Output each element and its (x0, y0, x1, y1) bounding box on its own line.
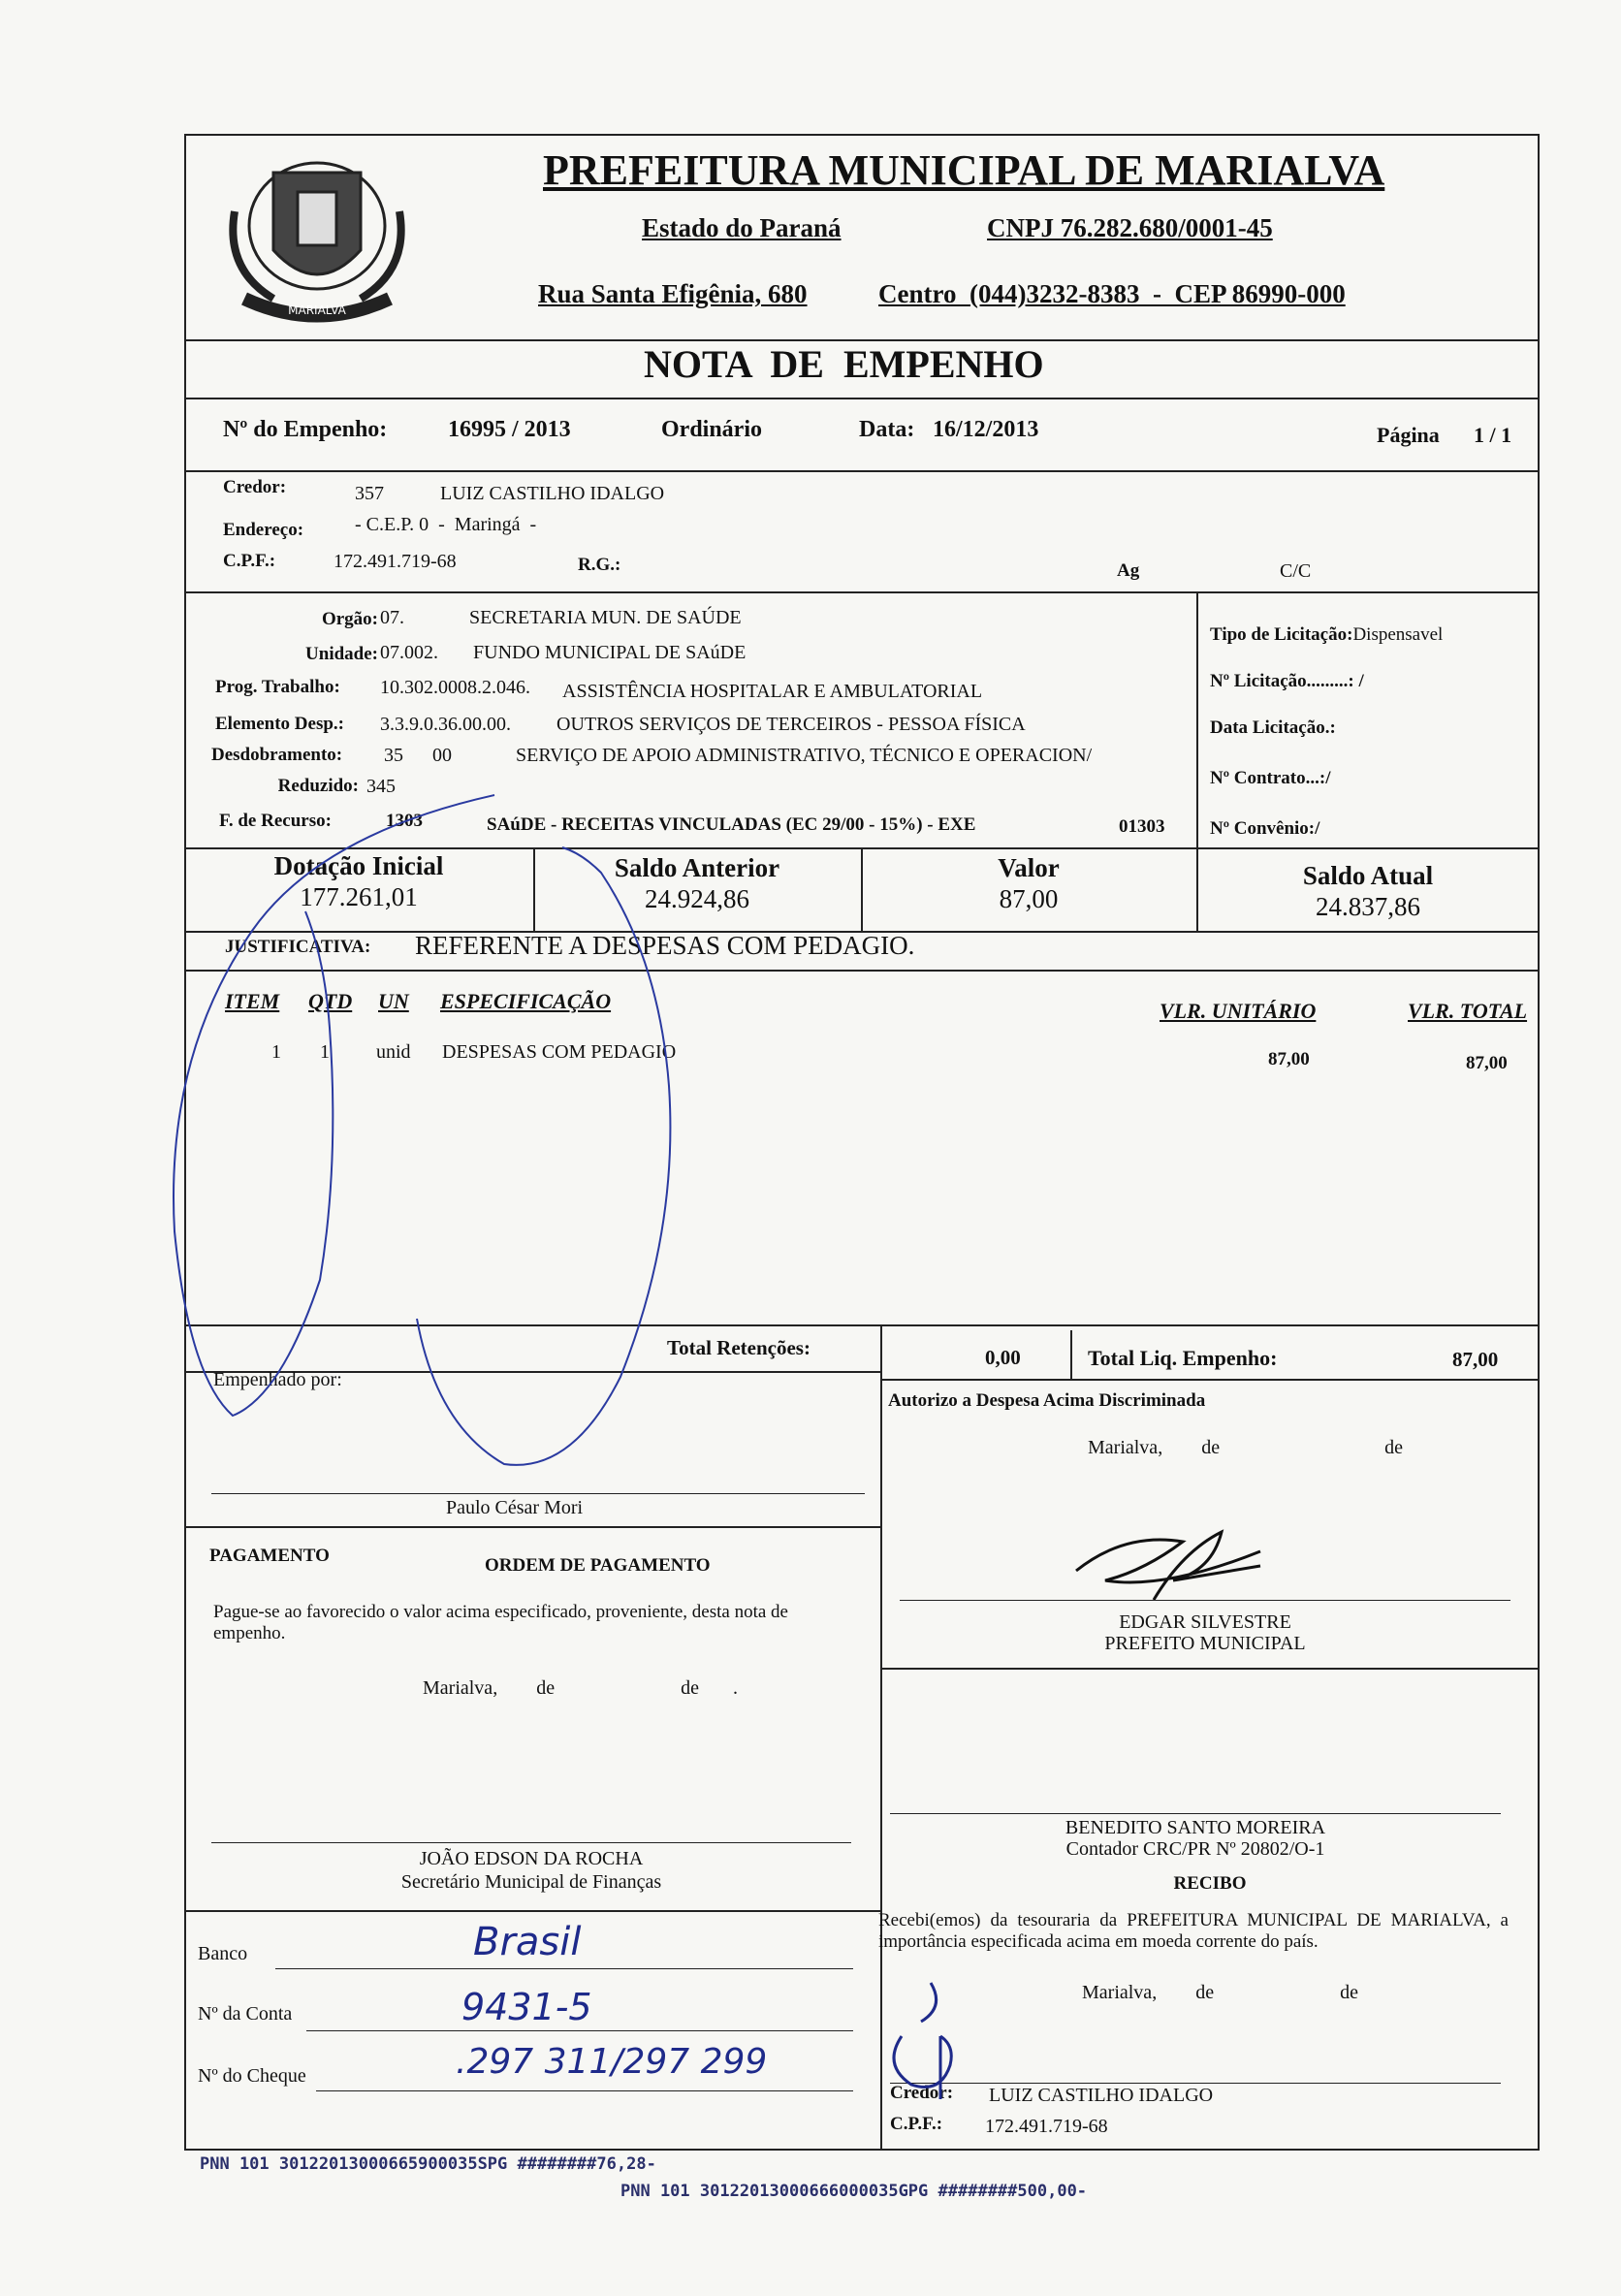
header-total-value: VLR. TOTAL (1408, 999, 1528, 1023)
prefeito-name: EDGAR SILVESTRE (1119, 1611, 1291, 1633)
convenio-number: Nº Convênio:/ (1210, 818, 1320, 839)
unidade-name: FUNDO MUNICIPAL DE SAúDE (473, 642, 747, 663)
desdobramento-label: Desdobramento: (211, 745, 343, 765)
recibo-cpf: 172.491.719-68 (985, 2116, 1108, 2137)
header-qtd: QTD (308, 989, 353, 1013)
rg-label: R.G.: (578, 555, 621, 575)
autorizo-place-date: Marialva, de de (1088, 1437, 1403, 1458)
header-specification: ESPECIFICAÇÃO (440, 989, 612, 1013)
cnpj: CNPJ 76.282.680/0001-45 (987, 213, 1273, 242)
pagamento-label: PAGAMENTO (209, 1546, 330, 1566)
ordem-pagamento-label: ORDEM DE PAGAMENTO (485, 1555, 711, 1576)
desdobramento-name: SERVIÇO DE APOIO ADMINISTRATIVO, TÉCNICO E OPERACION/ (516, 745, 1093, 766)
saldo-anterior-value: 24.924,86 (645, 884, 749, 913)
contador-title: Contador CRC/PR Nº 20802/O-1 (1065, 1838, 1325, 1860)
licitacao-date: Data Licitação.: (1210, 718, 1336, 738)
machine-stamp-1: PNN 101 30122013000665900035SPG ########76,28- (200, 2154, 656, 2174)
recibo-place-date: Marialva, de de (1082, 1982, 1358, 2003)
orgao-label: Orgão: (321, 609, 378, 629)
machine-stamp-2: PNN 101 30122013000666000035GPG ########500,00- (620, 2182, 1088, 2201)
contract-number: Nº Contrato...:/ (1210, 768, 1331, 788)
prog-label: Prog. Trabalho: (215, 677, 340, 697)
recurso-code: 1303 (386, 811, 423, 831)
header-unit-value: VLR. UNITÁRIO (1160, 999, 1317, 1023)
orgao-code: 07. (380, 607, 404, 628)
unidade-label: Unidade: (305, 644, 378, 664)
credor-address: - C.E.P. 0 - Maringá - (355, 514, 537, 535)
cheque-value: .297 311/297 299 (456, 2042, 768, 2082)
recibo-title: RECIBO (1173, 1873, 1247, 1894)
unidade-code: 07.002. (380, 642, 438, 663)
cheque-label: Nº do Cheque (198, 2065, 306, 2087)
dotacao-label: Dotação Inicial (273, 851, 444, 880)
recibo-credor-name: LUIZ CASTILHO IDALGO (989, 2085, 1214, 2106)
justificativa-label: JUSTIFICATIVA: (225, 937, 371, 957)
item-unit: unid (376, 1041, 411, 1063)
empenho-date: 16/12/2013 (933, 417, 1039, 442)
banco-label: Banco (198, 1943, 248, 1964)
banco-value: Brasil (473, 1920, 582, 1964)
item-specification: DESPESAS COM PEDAGIO (442, 1041, 677, 1063)
empenho-type: Ordinário (661, 417, 763, 442)
valor-value: 87,00 (999, 884, 1059, 913)
contact-info: Centro (044)3232-8383 - CEP 86990-000 (878, 279, 1346, 308)
header-un: UN (378, 989, 409, 1013)
credor-cpf: 172.491.719-68 (334, 551, 457, 572)
document-title: NOTA DE EMPENHO (644, 342, 1044, 386)
cpf-label: C.P.F.: (223, 551, 276, 571)
licitacao-number: Nº Licitação.........: / (1210, 671, 1364, 691)
item-total-price: 87,00 (1466, 1053, 1508, 1073)
recibo-cpf-label: C.P.F.: (890, 2114, 943, 2134)
svg-text:MARIALVA: MARIALVA (288, 303, 346, 317)
recurso-name: SAúDE - RECEITAS VINCULADAS (EC 29/00 - 15%) - EXE (487, 814, 976, 835)
secretario-name: JOÃO EDSON DA ROCHA (419, 1848, 644, 1869)
dotacao-value: 177.261,01 (300, 882, 418, 911)
header-item: ITEM (225, 989, 280, 1013)
desdobramento-code: 35 00 (384, 745, 452, 766)
pagamento-place-date: Marialva, de de . (423, 1677, 738, 1699)
credor-signature-icon (873, 1978, 1008, 2104)
empenhado-label: Empenhado por: (213, 1369, 342, 1390)
agency-label: Ag (1117, 560, 1140, 581)
reduzido-value: 345 (366, 776, 396, 797)
justificativa-text: REFERENTE A DESPESAS COM PEDAGIO. (415, 931, 915, 960)
prefeito-signature-icon (1066, 1513, 1280, 1619)
secretario-title: Secretário Municipal de Finanças (400, 1871, 662, 1893)
retencoes-value: 0,00 (985, 1346, 1021, 1369)
coat-of-arms-icon (215, 134, 419, 342)
credor-name: LUIZ CASTILHO IDALGO (440, 483, 665, 504)
credor-label: Credor: (223, 477, 287, 497)
autorizo-text: Autorizo a Despesa Acima Discriminada (888, 1390, 1206, 1411)
street-address: Rua Santa Efigênia, 680 (538, 279, 808, 308)
conta-value: 9431-5 (461, 1986, 592, 2028)
state-name: Estado do Paraná (642, 213, 842, 242)
orgao-name: SECRETARIA MUN. DE SAÚDE (469, 607, 742, 628)
liquido-value: 87,00 (1452, 1348, 1499, 1371)
item-number: 1 (271, 1041, 281, 1063)
licitacao-type: Dispensavel (1352, 624, 1444, 645)
elemento-code: 3.3.9.0.36.00.00. (380, 714, 511, 735)
elemento-name: OUTROS SERVIÇOS DE TERCEIROS - PESSOA FÍSICA (556, 714, 1026, 735)
page-number: 1 / 1 (1474, 423, 1512, 447)
credor-code: 357 (355, 483, 384, 504)
empenho-number-label: Nº do Empenho: (223, 417, 388, 442)
prefeito-title: PREFEITO MUNICIPAL (1104, 1633, 1306, 1654)
recibo-credor-label: Credor: (890, 2083, 954, 2103)
retencoes-label: Total Retenções: (667, 1336, 810, 1359)
saldo-atual-label: Saldo Atual (1302, 861, 1434, 890)
item-quantity: 1 (320, 1041, 330, 1063)
pagamento-text: Pague-se ao favorecido o valor acima especificado, proveniente, desta nota de empenho. (213, 1602, 788, 1643)
liquido-label: Total Liq. Empenho: (1088, 1346, 1278, 1370)
municipality-title: PREFEITURA MUNICIPAL DE MARIALVA (543, 146, 1385, 194)
empenho-number: 16995 / 2013 (448, 417, 571, 442)
saldo-atual-value: 24.837,86 (1316, 892, 1420, 921)
contador-name: BENEDITO SANTO MOREIRA (1065, 1817, 1326, 1838)
recurso-label: F. de Recurso: (219, 811, 332, 831)
licitacao-type-label: Tipo de Licitação:Dispensavel (1210, 624, 1444, 645)
reduzido-label: Reduzido: (277, 776, 359, 796)
prog-name: ASSISTÊNCIA HOSPITALAR E AMBULATORIAL (562, 681, 983, 702)
address-label: Endereço: (223, 520, 304, 540)
empenhado-name: Paulo César Mori (446, 1497, 584, 1518)
recibo-text: Recebi(emos) da tesouraria da PREFEITURA MUNICIPAL DE MARIALVA, a importância especificada acima em moeda corrente do país. (878, 1910, 1509, 1952)
date-label: Data: (859, 417, 915, 442)
saldo-anterior-label: Saldo Anterior (614, 853, 780, 882)
page-label: Página (1377, 423, 1440, 447)
valor-label: Valor (998, 853, 1060, 882)
conta-label: Nº da Conta (198, 2003, 293, 2025)
elemento-label: Elemento Desp.: (215, 714, 344, 734)
account-label: C/C (1280, 560, 1312, 582)
recurso-ref: 01303 (1119, 816, 1165, 837)
prog-code: 10.302.0008.2.046. (380, 677, 530, 698)
item-unit-price: 87,00 (1268, 1049, 1310, 1069)
